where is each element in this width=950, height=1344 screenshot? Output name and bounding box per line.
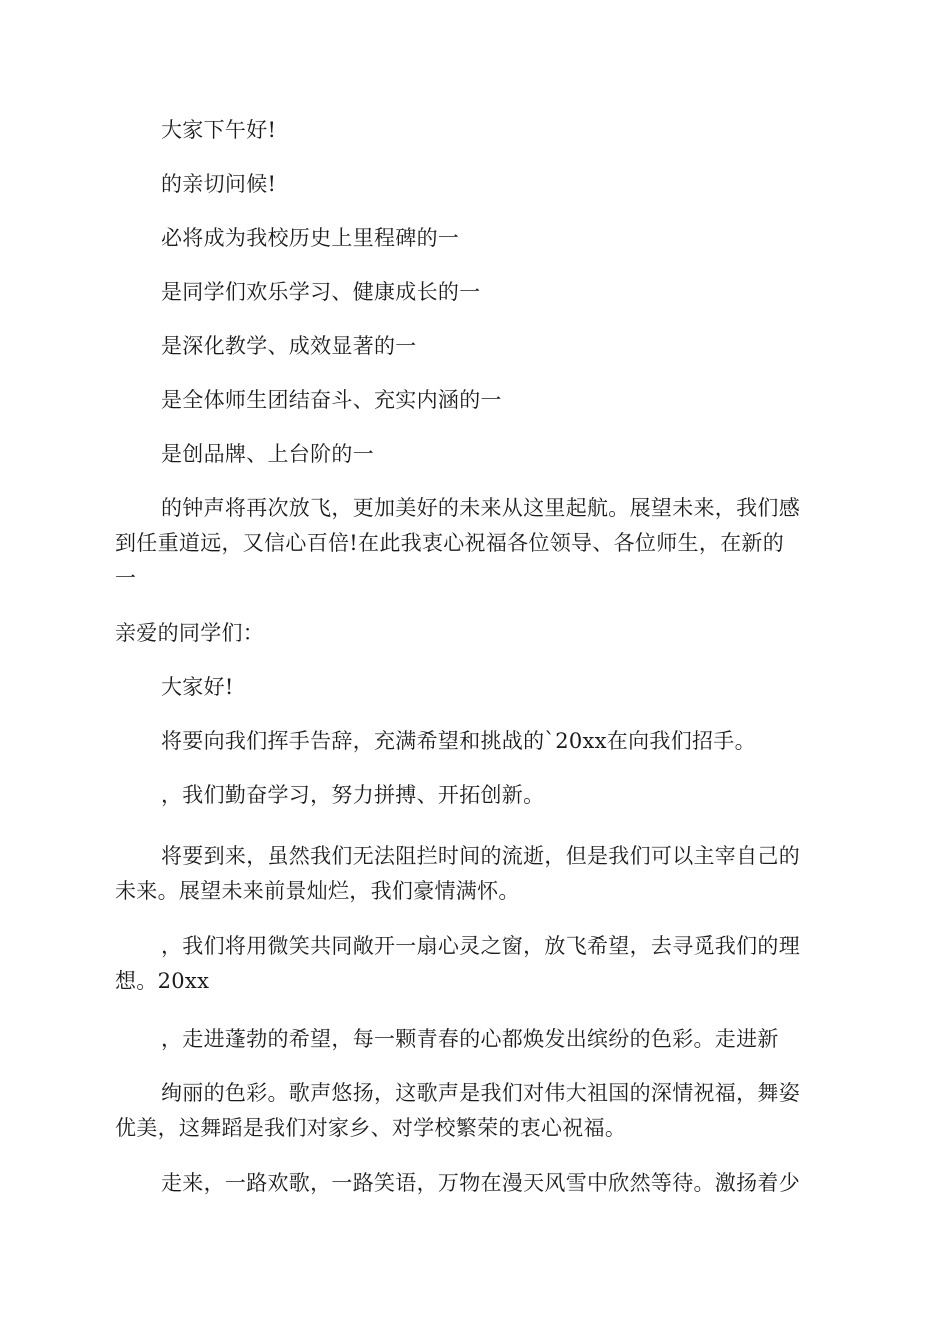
text-line: 是深化教学、成效显著的一 bbox=[161, 334, 417, 358]
text-line: 是同学们欢乐学习、健康成长的一 bbox=[161, 280, 481, 304]
paragraph-deepen-teaching bbox=[115, 329, 835, 364]
paragraph-bell-future bbox=[115, 491, 835, 596]
text-line: ，走进蓬勃的希望，每一颗青春的心都焕发出缤纷的色彩。走进新 bbox=[161, 1027, 779, 1051]
paragraph-song-dance bbox=[115, 1076, 835, 1146]
paragraph-smile-window bbox=[115, 929, 835, 999]
text-line: 走来，一路欢歌，一路笑语，万物在漫天风雪中欣然等待。激扬着少 bbox=[161, 1171, 800, 1195]
text-line: 亲爱的同学们： bbox=[115, 621, 265, 645]
paragraph-vibrant-hope bbox=[115, 1022, 835, 1057]
paragraph-hello-all bbox=[115, 670, 835, 705]
text-line: ，我们将用微笑共同敞开一扇心灵之窗，放飞希望，去寻觅我们的理 bbox=[161, 934, 800, 958]
paragraph-unity bbox=[115, 383, 835, 418]
paragraph-milestone bbox=[115, 221, 835, 256]
paragraph-happy-learning bbox=[115, 275, 835, 310]
paragraph-greeting-afternoon bbox=[115, 113, 835, 148]
text-line: 到任重道远，又信心百倍!在此我衷心祝福各位领导、各位师生，在新的 bbox=[115, 531, 785, 555]
text-line: 大家下午好! bbox=[161, 118, 277, 142]
text-line: 绚丽的色彩。歌声悠扬，这歌声是我们对伟大祖国的深情祝福，舞姿 bbox=[161, 1081, 800, 1105]
text-line: 一 bbox=[115, 566, 137, 590]
paragraph-farewell bbox=[115, 724, 835, 759]
text-line: 大家好! bbox=[161, 675, 234, 699]
paragraph-greeting-regards bbox=[115, 167, 835, 202]
text-line: 是全体师生团结奋斗、充实内涵的一 bbox=[161, 388, 502, 412]
text-line: 是创品牌、上台阶的一 bbox=[161, 442, 374, 466]
text-line: 未来。展望未来前景灿烂，我们豪情满怀。 bbox=[115, 879, 520, 903]
text-line: 必将成为我校历史上里程碑的一 bbox=[161, 226, 460, 250]
paragraph-brand bbox=[115, 437, 835, 472]
text-line: 优美，这舞蹈是我们对家乡、对学校繁荣的衷心祝福。 bbox=[115, 1116, 627, 1140]
text-line: 想。20xx bbox=[115, 969, 210, 993]
paragraph-time-passing bbox=[115, 839, 835, 909]
paragraph-diligence bbox=[115, 778, 835, 813]
text-line: ，我们勤奋学习，努力拼搏、开拓创新。 bbox=[161, 783, 545, 807]
paragraph-singing-along bbox=[115, 1166, 835, 1201]
text-line: 将要向我们挥手告辞，充满希望和挑战的`20xx在向我们招手。 bbox=[161, 729, 756, 753]
text-line: 将要到来，虽然我们无法阻拦时间的流逝，但是我们可以主宰自己的 bbox=[161, 844, 800, 868]
paragraph-salutation bbox=[115, 616, 835, 651]
text-line: 的钟声将再次放飞，更加美好的未来从这里起航。展望未来，我们感 bbox=[161, 496, 800, 520]
text-line: 的亲切问候! bbox=[161, 172, 277, 196]
